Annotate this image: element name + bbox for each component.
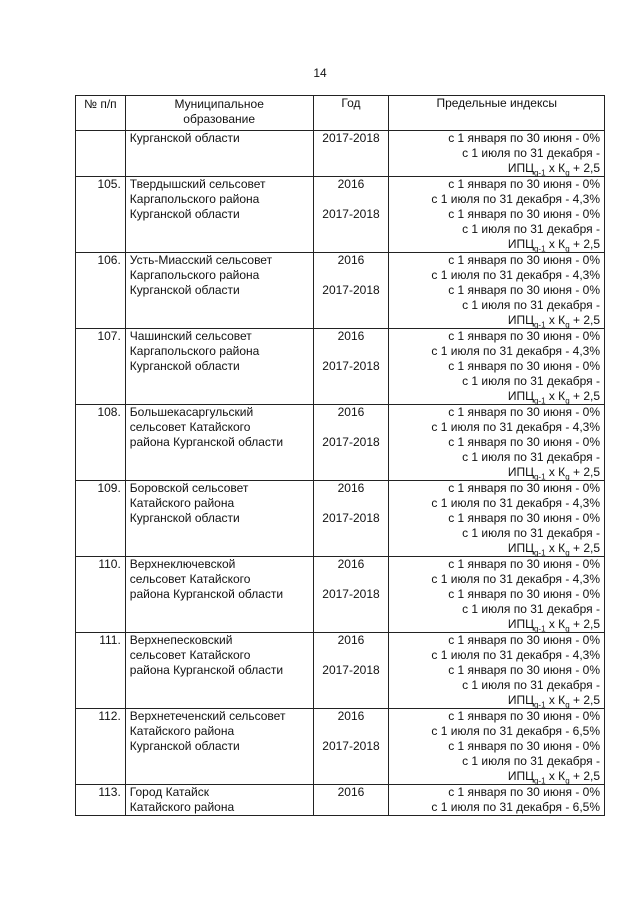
row-year <box>313 131 389 177</box>
row-municipality <box>125 329 313 405</box>
year-value: 2016 <box>337 481 365 495</box>
row-index <box>389 709 605 785</box>
year-value: 2017-2018 <box>322 435 380 449</box>
municipality-line: Курганской области <box>129 207 240 221</box>
formula-sub: g-1 <box>533 472 546 482</box>
formula-ipc: ИПЦ <box>507 237 534 251</box>
row-municipality <box>125 405 313 481</box>
header-num: № п/п <box>76 96 126 131</box>
formula-sub: g-1 <box>533 320 546 330</box>
year-gap <box>318 268 385 283</box>
municipality-line: района Курганской области <box>129 663 284 677</box>
row-municipality <box>125 557 313 633</box>
year-value: 2017-2018 <box>322 131 380 145</box>
municipality-line: района Курганской области <box>129 587 284 601</box>
formula-tail: + 2,5 <box>569 541 600 555</box>
table-row <box>76 709 605 785</box>
formula-ipc: ИПЦ <box>507 617 534 631</box>
municipality-line: Верхнетеченский сельсовет <box>129 709 286 723</box>
formula-x: х К <box>545 237 566 251</box>
row-index <box>389 481 605 557</box>
index-line: с 1 января по 30 июня - 0% <box>448 329 600 343</box>
row-municipality <box>125 481 313 557</box>
row-municipality <box>125 131 313 177</box>
index-line: с 1 июля по 31 декабря - <box>462 602 600 616</box>
municipality-line: Курганской области <box>129 131 240 145</box>
index-line: с 1 января по 30 июня - 0% <box>448 633 600 647</box>
table-row <box>76 633 605 709</box>
row-index <box>389 131 605 177</box>
index-line: с 1 января по 30 июня - 0% <box>448 663 600 677</box>
index-formula <box>393 237 600 252</box>
index-line: с 1 июля по 31 декабря - <box>462 754 600 768</box>
index-line: с 1 января по 30 июня - 0% <box>448 739 600 753</box>
row-municipality <box>125 633 313 709</box>
index-formula <box>393 769 600 784</box>
row-num: 109. <box>76 481 126 557</box>
formula-x: х К <box>545 465 566 479</box>
year-value: 2017-2018 <box>322 511 380 525</box>
formula-sub: g <box>565 548 570 558</box>
formula-x: х К <box>545 769 566 783</box>
table-row <box>76 177 605 253</box>
formula-sub: g <box>565 624 570 634</box>
formula-ipc: ИПЦ <box>507 313 534 327</box>
page-number: 14 <box>313 66 327 80</box>
index-line: с 1 июля по 31 декабря - 4,3% <box>431 648 600 662</box>
formula-sub: g-1 <box>533 624 546 634</box>
municipality-line: района Курганской области <box>129 435 284 449</box>
row-municipality <box>125 253 313 329</box>
index-line: с 1 июля по 31 декабря - <box>462 678 600 692</box>
year-gap <box>318 572 385 587</box>
row-num: 112. <box>76 709 126 785</box>
municipality-line: Каргапольского района <box>129 268 260 282</box>
index-line: с 1 января по 30 июня - 0% <box>448 709 600 723</box>
index-line: с 1 июля по 31 декабря - <box>462 146 600 160</box>
municipality-line: Твердышский сельсовет <box>129 177 266 191</box>
index-formula <box>393 541 600 556</box>
municipality-line: Катайского района <box>129 724 235 738</box>
index-formula <box>393 617 600 632</box>
index-line: с 1 июля по 31 декабря - <box>462 526 600 540</box>
formula-tail: + 2,5 <box>569 313 600 327</box>
year-value: 2016 <box>337 253 365 267</box>
row-year <box>313 329 389 405</box>
formula-sub: g <box>565 244 570 254</box>
index-formula <box>393 389 600 404</box>
year-value: 2017-2018 <box>322 587 380 601</box>
row-index <box>389 405 605 481</box>
formula-sub: g-1 <box>533 548 546 558</box>
formula-ipc: ИПЦ <box>507 389 534 403</box>
index-line: с 1 января по 30 июня - 0% <box>448 557 600 571</box>
formula-ipc: ИПЦ <box>507 769 534 783</box>
index-line: с 1 июля по 31 декабря - <box>462 298 600 312</box>
formula-sub: g-1 <box>533 396 546 406</box>
year-value: 2016 <box>337 709 365 723</box>
municipality-line: сельсовет Катайского <box>129 420 251 434</box>
index-line: с 1 января по 30 июня - 0% <box>448 511 600 525</box>
formula-sub: g <box>565 168 570 178</box>
municipality-line: Верхнепесковский <box>129 633 233 647</box>
municipality-line: Верхнеключевской <box>129 557 236 571</box>
row-year <box>313 481 389 557</box>
formula-tail: + 2,5 <box>569 389 600 403</box>
table-header <box>76 96 605 131</box>
index-line: с 1 января по 30 июня - 0% <box>448 587 600 601</box>
formula-sub: g-1 <box>533 168 546 178</box>
formula-x: х К <box>545 693 566 707</box>
index-formula <box>393 693 600 708</box>
year-gap <box>318 192 385 207</box>
formula-ipc: ИПЦ <box>507 693 534 707</box>
row-index <box>389 557 605 633</box>
index-line: с 1 января по 30 июня - 0% <box>448 207 600 221</box>
formula-x: х К <box>545 389 566 403</box>
row-num: 108. <box>76 405 126 481</box>
year-gap <box>318 496 385 511</box>
municipality-line: Город Катайск <box>129 785 209 799</box>
year-value: 2017-2018 <box>322 283 380 297</box>
table-row <box>76 329 605 405</box>
year-value: 2016 <box>337 785 365 799</box>
index-line: с 1 января по 30 июня - 0% <box>448 785 600 799</box>
row-year <box>313 177 389 253</box>
year-value: 2017-2018 <box>322 663 380 677</box>
row-year <box>313 785 389 816</box>
row-num: 113. <box>76 785 126 816</box>
index-line: с 1 января по 30 июня - 0% <box>448 359 600 373</box>
index-line: с 1 января по 30 июня - 0% <box>448 435 600 449</box>
index-line: с 1 июля по 31 декабря - <box>462 450 600 464</box>
row-year <box>313 405 389 481</box>
year-value: 2017-2018 <box>322 739 380 753</box>
year-value: 2016 <box>337 177 365 191</box>
municipality-line: Курганской области <box>129 739 240 753</box>
table-row <box>76 253 605 329</box>
index-line: с 1 июля по 31 декабря - 4,3% <box>431 268 600 282</box>
formula-tail: + 2,5 <box>569 769 600 783</box>
row-num <box>76 131 126 177</box>
row-index <box>389 253 605 329</box>
row-index <box>389 329 605 405</box>
formula-tail: + 2,5 <box>569 693 600 707</box>
row-year <box>313 633 389 709</box>
formula-tail: + 2,5 <box>569 161 600 175</box>
table-row <box>76 405 605 481</box>
municipality-line: Курганской области <box>129 283 240 297</box>
formula-sub: g <box>565 700 570 710</box>
municipality-line: Большекасаргульский <box>129 405 254 419</box>
row-num: 111. <box>76 633 126 709</box>
year-value: 2017-2018 <box>322 207 380 221</box>
index-line: с 1 июля по 31 декабря - <box>462 222 600 236</box>
row-year <box>313 709 389 785</box>
row-year <box>313 253 389 329</box>
year-value: 2016 <box>337 405 365 419</box>
index-line: с 1 июля по 31 декабря - 4,3% <box>431 420 600 434</box>
header-index: Предельные индексы <box>389 96 605 131</box>
table-row <box>76 481 605 557</box>
index-line: с 1 июля по 31 декабря - 4,3% <box>431 344 600 358</box>
row-num: 110. <box>76 557 126 633</box>
year-value: 2016 <box>337 557 365 571</box>
index-line: с 1 июля по 31 декабря - 6,5% <box>431 724 600 738</box>
year-gap <box>318 648 385 663</box>
index-line: с 1 января по 30 июня - 0% <box>448 481 600 495</box>
index-line: с 1 января по 30 июня - 0% <box>448 131 600 145</box>
index-line: с 1 июля по 31 декабря - 4,3% <box>431 572 600 586</box>
index-line: с 1 июля по 31 декабря - 4,3% <box>431 192 600 206</box>
row-num: 106. <box>76 253 126 329</box>
index-line: с 1 января по 30 июня - 0% <box>448 283 600 297</box>
formula-sub: g <box>565 472 570 482</box>
municipality-line: Чашинский сельсовет <box>129 329 252 343</box>
table-row <box>76 557 605 633</box>
year-gap <box>318 724 385 739</box>
formula-sub: g <box>565 776 570 786</box>
formula-tail: + 2,5 <box>569 617 600 631</box>
row-municipality <box>125 709 313 785</box>
formula-tail: + 2,5 <box>569 465 600 479</box>
year-value: 2017-2018 <box>322 359 380 373</box>
formula-x: х К <box>545 541 566 555</box>
index-line: с 1 января по 30 июня - 0% <box>448 253 600 267</box>
row-index <box>389 785 605 816</box>
formula-sub: g-1 <box>533 776 546 786</box>
row-municipality <box>125 785 313 816</box>
year-gap <box>318 344 385 359</box>
year-value: 2016 <box>337 329 365 343</box>
formula-x: х К <box>545 313 566 327</box>
municipality-line: сельсовет Катайского <box>129 572 251 586</box>
formula-sub: g-1 <box>533 700 546 710</box>
municipality-line: Курганской области <box>129 511 240 525</box>
index-formula <box>393 313 600 328</box>
formula-sub: g <box>565 396 570 406</box>
header-year: Год <box>313 96 389 131</box>
index-line: с 1 июля по 31 декабря - 6,5% <box>431 800 600 814</box>
row-index <box>389 633 605 709</box>
formula-sub: g <box>565 320 570 330</box>
header-municipality: Муниципальное образование <box>125 96 313 131</box>
formula-tail: + 2,5 <box>569 237 600 251</box>
index-line: с 1 июля по 31 декабря - <box>462 374 600 388</box>
formula-sub: g-1 <box>533 244 546 254</box>
formula-x: х К <box>545 161 566 175</box>
index-formula <box>393 465 600 480</box>
row-year <box>313 557 389 633</box>
municipality-line: Катайского района <box>129 496 235 510</box>
municipality-line: Боровской сельсовет <box>129 481 249 495</box>
price-limit-table <box>75 95 605 816</box>
index-formula <box>393 161 600 176</box>
index-line: с 1 января по 30 июня - 0% <box>448 405 600 419</box>
formula-ipc: ИПЦ <box>507 465 534 479</box>
year-value: 2016 <box>337 633 365 647</box>
year-gap <box>318 420 385 435</box>
municipality-line: сельсовет Катайского <box>129 648 251 662</box>
municipality-line: Каргапольского района <box>129 344 260 358</box>
municipality-line: Каргапольского района <box>129 192 260 206</box>
row-num: 107. <box>76 329 126 405</box>
municipality-line: Курганской области <box>129 359 240 373</box>
formula-ipc: ИПЦ <box>507 541 534 555</box>
municipality-line: Усть-Миасский сельсовет <box>129 253 273 267</box>
index-line: с 1 июля по 31 декабря - 4,3% <box>431 496 600 510</box>
row-municipality <box>125 177 313 253</box>
index-line: с 1 января по 30 июня - 0% <box>448 177 600 191</box>
row-num: 105. <box>76 177 126 253</box>
table-row <box>76 785 605 816</box>
municipality-line: Катайского района <box>129 800 235 814</box>
formula-x: х К <box>545 617 566 631</box>
table-row <box>76 131 605 177</box>
formula-ipc: ИПЦ <box>507 161 534 175</box>
row-index <box>389 177 605 253</box>
